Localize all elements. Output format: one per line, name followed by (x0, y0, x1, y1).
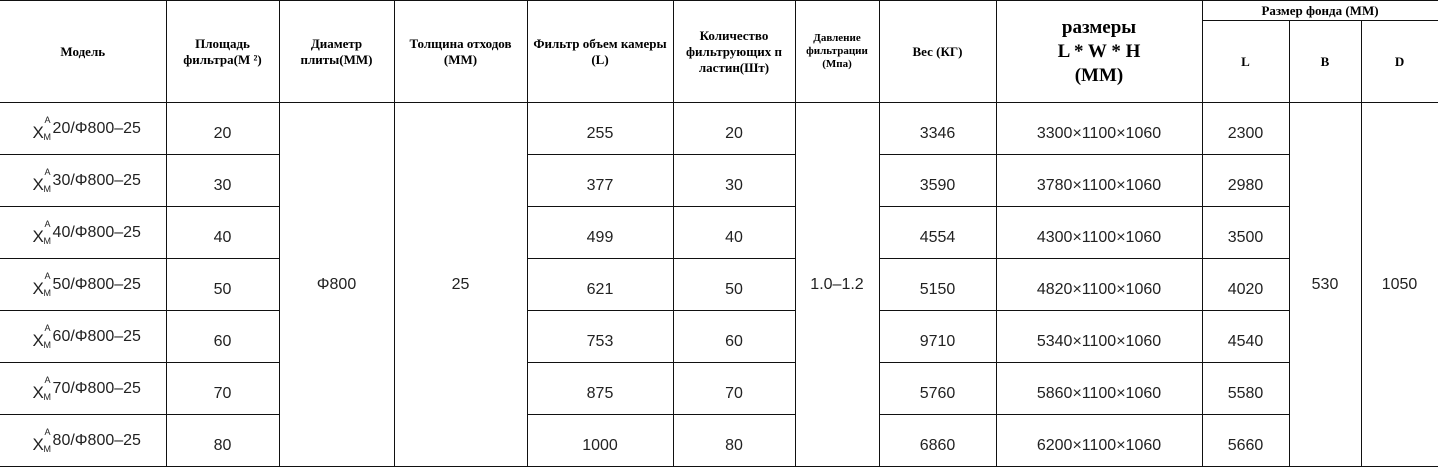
foundation-l-cell: 4020 (1202, 259, 1289, 311)
model-glyph-x: X (32, 382, 44, 402)
dimensions-cell: 3300×1100×1060 (996, 103, 1202, 155)
table-row (0, 259, 1438, 311)
header-chamber-volume: Фильтр объем камеры (L) (527, 1, 673, 103)
foundation-l-cell: 5580 (1202, 363, 1289, 415)
model-cell (0, 155, 166, 207)
model-code: 60/Φ800–25 (52, 327, 141, 345)
plate-count-cell: 20 (673, 103, 795, 155)
model-glyph-sub: M (43, 391, 52, 402)
foundation-l-cell: 4540 (1202, 311, 1289, 363)
plate-count-cell: 40 (673, 207, 795, 259)
foundation-l-cell: 2980 (1202, 155, 1289, 207)
model-glyph (32, 218, 53, 246)
header-foundation-d: D (1361, 21, 1438, 103)
model-glyph-sub: M (43, 183, 52, 194)
model-glyph-x: X (32, 174, 44, 194)
model-glyph-x: X (32, 278, 44, 298)
chamber-volume-cell: 753 (527, 311, 673, 363)
foundation-l-cell: 5660 (1202, 415, 1289, 467)
dimensions-cell: 5340×1100×1060 (996, 311, 1202, 363)
model-glyph (32, 322, 53, 350)
header-model: Модель (0, 1, 166, 103)
table-row (0, 415, 1438, 467)
table-row (0, 207, 1438, 259)
model-glyph-sup: A (44, 218, 51, 229)
chamber-volume-cell: 377 (527, 155, 673, 207)
model-glyph-sub: M (43, 235, 52, 246)
header-dimensions-line2: L * W * H (1057, 40, 1141, 62)
filter-area-cell: 50 (166, 259, 279, 311)
header-foundation-l: L (1202, 21, 1289, 103)
model-glyph (32, 426, 53, 454)
header-foundation: Размер фонда (ММ) (1202, 1, 1438, 21)
table-row (0, 311, 1438, 363)
model-glyph-sub: M (43, 131, 52, 142)
weight-cell: 6860 (879, 415, 996, 467)
pressure-cell: 1.0–1.2 (795, 103, 879, 467)
chamber-volume-cell: 499 (527, 207, 673, 259)
weight-cell: 4554 (879, 207, 996, 259)
weight-cell: 5150 (879, 259, 996, 311)
foundation-b-cell: 530 (1289, 103, 1361, 467)
header-plate-count: Количество фильтрующих п ластин(Шт) (673, 1, 795, 103)
foundation-l-cell: 3500 (1202, 207, 1289, 259)
header-dimensions (996, 1, 1202, 103)
plate-count-cell: 60 (673, 311, 795, 363)
model-glyph-x: X (32, 330, 44, 350)
header-foundation-b: B (1289, 21, 1361, 103)
plate-diameter-cell: Φ800 (279, 103, 394, 467)
plate-count-cell: 80 (673, 415, 795, 467)
model-cell (0, 363, 166, 415)
model-glyph-x: X (32, 434, 44, 454)
model-code: 40/Φ800–25 (52, 223, 141, 241)
plate-count-cell: 70 (673, 363, 795, 415)
filter-area-cell: 70 (166, 363, 279, 415)
header-weight: Вес (КГ) (879, 1, 996, 103)
chamber-volume-cell: 255 (527, 103, 673, 155)
foundation-l-cell: 2300 (1202, 103, 1289, 155)
model-cell (0, 103, 166, 155)
model-code: 30/Φ800–25 (52, 171, 141, 189)
model-cell (0, 207, 166, 259)
filter-area-cell: 30 (166, 155, 279, 207)
chamber-volume-cell: 621 (527, 259, 673, 311)
dimensions-cell: 4300×1100×1060 (996, 207, 1202, 259)
foundation-d-cell: 1050 (1361, 103, 1438, 467)
model-glyph (32, 114, 53, 142)
model-cell (0, 311, 166, 363)
dimensions-cell: 5860×1100×1060 (996, 363, 1202, 415)
filter-area-cell: 60 (166, 311, 279, 363)
model-glyph-sup: A (44, 426, 51, 437)
table-row (0, 103, 1438, 155)
model-glyph-sup: A (44, 114, 51, 125)
model-glyph-sup: A (44, 322, 51, 333)
model-glyph (32, 374, 53, 402)
model-glyph-sup: A (44, 166, 51, 177)
header-plate-diameter: Диаметр плиты(ММ) (279, 1, 394, 103)
weight-cell: 5760 (879, 363, 996, 415)
chamber-volume-cell: 1000 (527, 415, 673, 467)
table-row (0, 363, 1438, 415)
model-cell (0, 415, 166, 467)
model-glyph-sub: M (43, 443, 52, 454)
model-glyph-x: X (32, 226, 44, 246)
cake-thickness-cell: 25 (394, 103, 527, 467)
model-glyph-sup: A (44, 374, 51, 385)
model-glyph-x: X (32, 122, 44, 142)
plate-count-cell: 30 (673, 155, 795, 207)
model-cell (0, 259, 166, 311)
model-glyph-sub: M (43, 287, 52, 298)
chamber-volume-cell: 875 (527, 363, 673, 415)
model-code: 20/Φ800–25 (52, 119, 141, 137)
plate-count-cell: 50 (673, 259, 795, 311)
filter-area-cell: 80 (166, 415, 279, 467)
header-filter-area: Площадь фильтра(М ²) (166, 1, 279, 103)
dimensions-cell: 4820×1100×1060 (996, 259, 1202, 311)
model-glyph (32, 166, 53, 194)
model-code: 80/Φ800–25 (52, 431, 141, 449)
filter-area-cell: 20 (166, 103, 279, 155)
header-cake-thickness: Толщина отходов (ММ) (394, 1, 527, 103)
header-dimensions-line1: размеры (1061, 16, 1137, 38)
model-glyph-sup: A (44, 270, 51, 281)
header-filtration-pressure: Давление фильтрации (Мпа) (795, 1, 879, 103)
weight-cell: 3590 (879, 155, 996, 207)
model-code: 50/Φ800–25 (52, 275, 141, 293)
table-row (0, 155, 1438, 207)
dimensions-cell: 3780×1100×1060 (996, 155, 1202, 207)
model-glyph-sub: M (43, 339, 52, 350)
weight-cell: 3346 (879, 103, 996, 155)
weight-cell: 9710 (879, 311, 996, 363)
model-code: 70/Φ800–25 (52, 379, 141, 397)
dimensions-cell: 6200×1100×1060 (996, 415, 1202, 467)
header-dimensions-line3: (ММ) (1074, 64, 1124, 86)
filter-area-cell: 40 (166, 207, 279, 259)
model-glyph (32, 270, 53, 298)
